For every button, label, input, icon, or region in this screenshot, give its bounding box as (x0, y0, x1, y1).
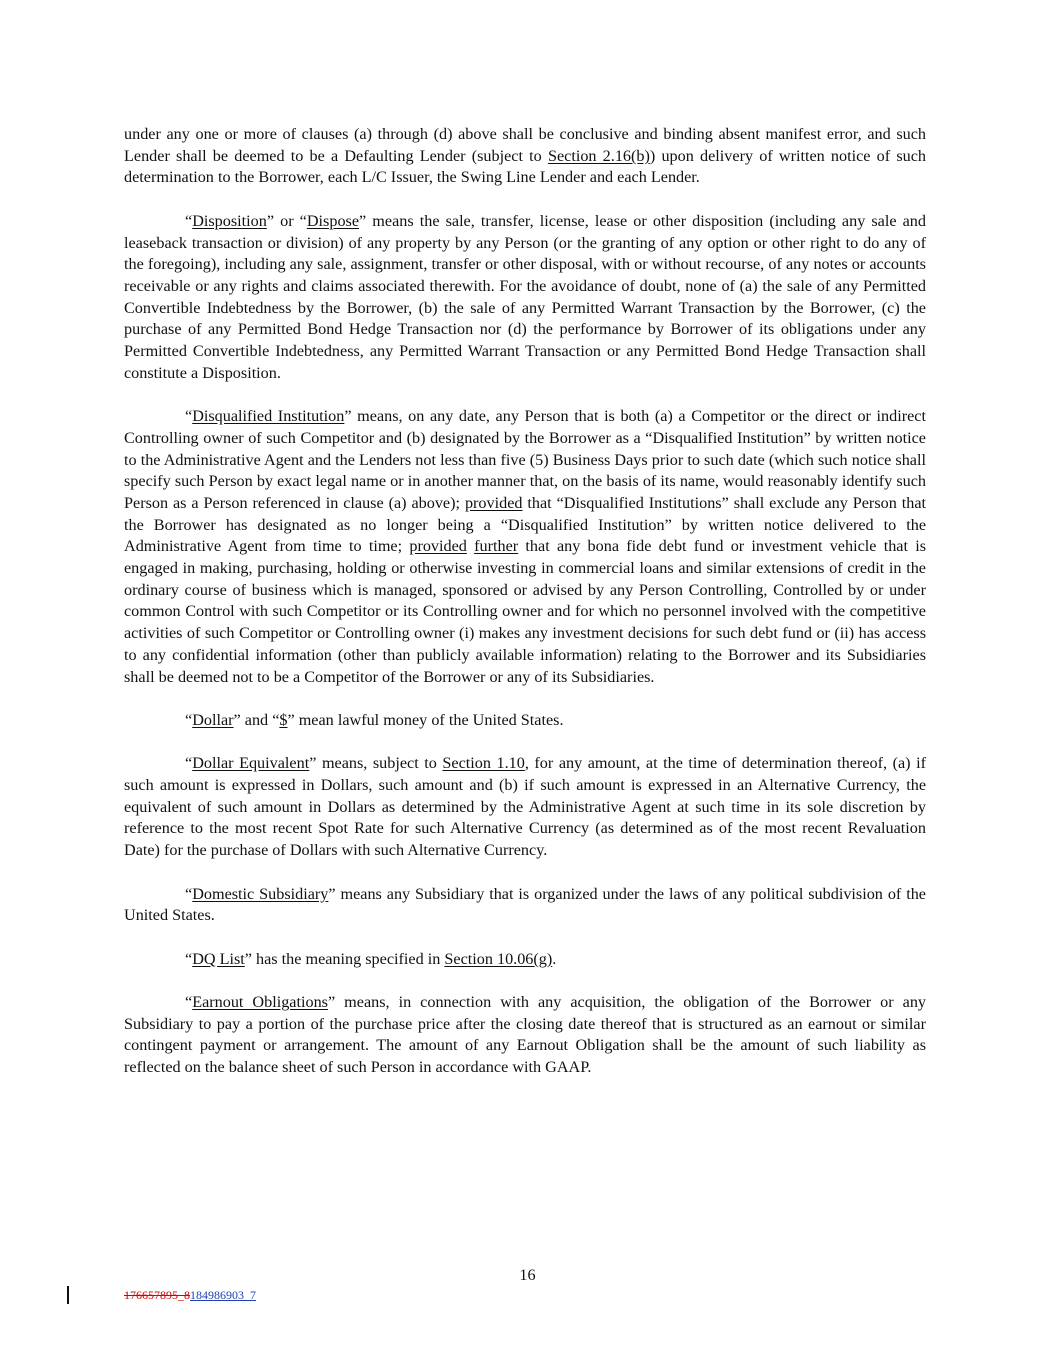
paragraph-text: ” means the sale, transfer, license, lease or other disposition (including any sale and leaseback transaction or division) of any property by any Person (or the granting of any option or other right to do any of the foregoing), including any sale, assignment, transfer or other disposal, with or without recourse, of any notes or accounts receivable or any rights and claims associated therewith. For the avoidance of doubt, none of (a) the sale of any Permitted Convertible Indebtedness by the Borrower, (b) the sale of any Permitted Warrant Transaction by the Borrower, (c) the purchase of any Permitted Bond Hedge Transaction nor (d) the performance by Borrower of its obligations under any Permitted Convertible Indebtedness, any Permitted Warrant Transaction or any Permitted Bond Hedge Transaction shall constitute a Disposition. (124, 211, 926, 382)
change-bar (67, 1286, 69, 1304)
underlined-term: provided (409, 537, 467, 556)
underlined-term: further (474, 537, 519, 556)
underlined-term: DQ List (192, 949, 245, 968)
paragraph-text: . (552, 949, 557, 968)
underlined-term: Dollar Equivalent (192, 754, 310, 773)
paragraph (124, 406, 926, 688)
paragraph (124, 949, 926, 971)
paragraph-text: , for any amount, at the time of determination thereof, (a) if such amount is expressed in Dollars, such amount and (b) if such amount is expressed in an Alternative Currency, the equivalent of such amount in Dollars as determined by the Administrative Agent at such time in its sole discretion by reference to the most recent Spot Rate for such Alternative Currency (as determined as of the most recent Revaluation Date) for the purchase of Dollars with such Alternative Currency. (124, 754, 926, 860)
underlined-term: Earnout Obligations (192, 993, 328, 1012)
paragraph (124, 992, 926, 1079)
underlined-term: Section 1.10 (442, 754, 525, 773)
paragraph (124, 884, 926, 927)
paragraph-text: that any bona fide debt fund or investment vehicle that is engaged in making, purchasing, holding or otherwise investing in commercial loans and similar extensions of credit in the ordinary course of business which is managed, sponsored or advised by any Person Controlling, Controlled by or under common Control with such Competitor or its Controlling owner and for which no personnel involved with the competitive activities of such Competitor or Controlling owner (i) makes any investment decisions for such debt fund or (ii) has access to any confidential information (other than publicly available information) relating to the Borrower and its Subsidiaries shall be deemed not to be a Competitor of the Borrower or any of its Subsidiaries. (124, 537, 927, 686)
underlined-term: Domestic Subsidiary (192, 884, 329, 903)
document-id-deleted: 176657895_8 (124, 1288, 190, 1302)
document-id-inserted: 184986903_7 (190, 1288, 256, 1302)
paragraph-text: “ (185, 710, 193, 729)
paragraph-text: “ (185, 884, 193, 903)
paragraph-text: that “Disqualified Institutions” shall exclude any Person that the Borrower has designated as no longer being a “Disqualified Institution” by written notice delivered to the Administrative Agent from time to time; (124, 493, 926, 556)
underlined-term: Section 2.16(b) (547, 146, 650, 165)
paragraph-text: ” means any Subsidiary that is organized under the laws of any political subdivision of the United States. (124, 884, 926, 925)
paragraph-text: “ (185, 407, 193, 426)
paragraph-text: “ (185, 993, 193, 1012)
paragraph-text: ” mean lawful money of the United States. (287, 710, 564, 729)
paragraph-text: ” and “ (233, 710, 280, 729)
paragraph-text: ” means, on any date, any Person that is both (a) a Competitor or the direct or indirect Controlling owner of such Competitor and (b) designated by the Borrower as a “Disqualified Institution” by written notice to the Administrative Agent and the Lenders not less than five (5) Business Days prior to such date (which such notice shall specify such Person by exact legal name or in another manner that, on the basis of its name, would reasonably identify such Person as a Person referenced in clause (a) above); (124, 407, 926, 512)
page-number: 16 (519, 1266, 536, 1284)
paragraph-text: ” means, subject to (309, 754, 443, 773)
paragraph-text: ” means, in connection with any acquisition, the obligation of the Borrower or any Subsidiary to pay a portion of the purchase price after the closing date thereof that is structured as an earnout or similar contingent payment or arrangement. The amount of any Earnout Obligation shall be the amount of such liability as reflected on the balance sheet of such Person in accordance with GAAP. (124, 993, 927, 1077)
underlined-term: Section 10.06(g) (444, 949, 553, 968)
underlined-term: Disqualified Institution (192, 407, 345, 426)
paragraph-text: “ (185, 754, 193, 773)
document-id (124, 1288, 256, 1303)
paragraph-text: “ (185, 211, 193, 230)
paragraph-text: under any one or more of clauses (a) through (d) above shall be conclusive and binding absent manifest error, and such Lender shall be deemed to be a Defaulting Lender (subject to (124, 125, 926, 165)
document-body (124, 124, 926, 1101)
underlined-term: Dispose (306, 211, 360, 230)
paragraph-text: ) upon delivery of written notice of such determination to the Borrower, each L/C Issuer, the Swing Line Lender and each Lender. (124, 146, 926, 187)
paragraph (124, 211, 926, 385)
paragraph-text: ” or “ (266, 211, 307, 230)
paragraph-text: “ (185, 949, 193, 968)
underlined-term: $ (279, 710, 288, 729)
underlined-term: Disposition (192, 211, 267, 230)
paragraph (124, 710, 926, 732)
underlined-term: provided (464, 493, 523, 512)
paragraph (124, 753, 926, 862)
paragraph-text: ” has the meaning specified in (244, 949, 445, 968)
paragraph (124, 124, 926, 189)
underlined-term: Dollar (192, 710, 234, 729)
